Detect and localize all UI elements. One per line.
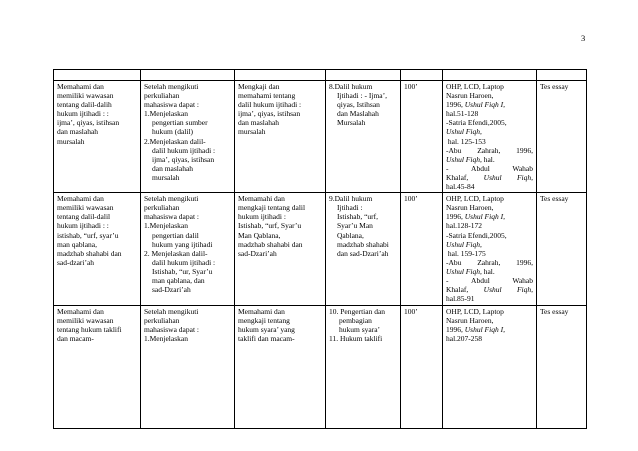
cell-line: 11. Hukum taklifi — [329, 334, 383, 344]
cell-line: dalil hukum ijtihadi : — [152, 257, 216, 267]
cell-line — [446, 267, 533, 276]
cell-line — [446, 91, 533, 100]
header-cell — [443, 70, 537, 81]
line-fragment: Ushul Fiqh I, — [464, 325, 505, 335]
cell-line: 1.Menjelaskan — [144, 221, 188, 231]
line-fragment: hal.207-258 — [446, 334, 483, 344]
assessment-cell: Tes essay — [537, 81, 587, 193]
line-fragment: Nasrun Haroen, — [446, 203, 494, 213]
line-fragment: Ushul Fiqh I, — [464, 212, 505, 222]
assessment-cell: Tes essay — [537, 306, 587, 429]
cell-line — [446, 118, 533, 127]
header-cell — [326, 70, 401, 81]
line-fragment: 1996, — [516, 257, 533, 267]
cell-line: istishab, “urf, syar’u — [57, 230, 119, 240]
line-fragment: Khalaf, — [446, 172, 469, 182]
competency-cell — [54, 81, 141, 193]
learning-activity-cell — [235, 306, 326, 429]
line-fragment: - — [446, 275, 449, 285]
cell-line: madzhab shahabi — [337, 239, 389, 249]
cell-line: Syar’u Man — [337, 221, 373, 231]
cell-line — [446, 249, 533, 258]
cell-line: Memamahi dan — [238, 194, 285, 204]
cell-line: Memahami dan — [57, 82, 104, 91]
line-fragment: Abdul — [471, 275, 490, 285]
line-fragment: 1996, — [446, 325, 465, 335]
cell-line: 1.Menjelaskan — [144, 334, 188, 344]
line-fragment: Fiqh, — [516, 285, 533, 295]
cell-line: Ijtihadi : - Ijma’, — [337, 91, 387, 101]
cell-line: memahami tentang — [238, 91, 296, 101]
cell-line — [446, 334, 533, 343]
cell-line: sad-Dzari’ah — [152, 285, 191, 295]
cell-line: Memahami dan — [57, 307, 104, 317]
header-cell — [141, 70, 235, 81]
syllabus-table — [53, 69, 587, 429]
line-fragment: 1996, — [516, 145, 533, 155]
table-row — [54, 306, 587, 429]
cell-line — [446, 194, 533, 203]
header-cell — [401, 70, 443, 81]
assessment-cell: Tes essay — [537, 193, 587, 306]
line-fragment: Ushul — [483, 285, 502, 295]
header-row — [54, 70, 587, 81]
cell-line — [446, 203, 533, 212]
line-fragment: Khalaf, — [446, 285, 469, 295]
cell-line: Setelah mengikuti — [144, 307, 199, 317]
line-fragment: hal. 159-175 — [446, 248, 486, 258]
cell-line: memiliki wawasan — [57, 316, 114, 326]
material-cell — [326, 81, 401, 193]
cell-line: mahasiswa dapat : — [144, 100, 199, 110]
cell-line: sad-Dzari’ah — [238, 248, 277, 258]
header-cell — [537, 70, 587, 81]
cell-line: perkuliahan — [144, 203, 180, 213]
cell-line — [446, 137, 533, 146]
cell-line: Setelah mengikuti — [144, 194, 199, 204]
cell-line: dalil hukum ijtihadi : — [152, 145, 216, 155]
cell-line: Istishab, “urf, Syar’u — [238, 221, 302, 231]
cell-line: memiliki wawasan — [57, 203, 114, 213]
line-fragment: OHP, LCD, Laptop — [446, 82, 504, 91]
cell-line — [446, 100, 533, 109]
line-fragment: Zahrah, — [477, 145, 501, 155]
line-fragment: Ushul — [483, 172, 502, 182]
cell-line: dan Maslahah — [337, 109, 379, 119]
line-fragment: Abdul — [471, 163, 490, 173]
cell-line: mursalah — [57, 136, 85, 146]
learning-activity-cell — [235, 193, 326, 306]
time-cell: 100’ — [401, 81, 443, 193]
cell-line — [446, 316, 533, 325]
cell-line: taklifi dan macam- — [238, 334, 295, 344]
learning-activity-cell — [235, 81, 326, 193]
header-cell — [54, 70, 141, 81]
cell-line: ijma’, qiyas, istihsan — [57, 118, 120, 128]
cell-line: dan maslahah — [152, 163, 194, 173]
line-fragment: -Satria Efendi,2005, — [446, 230, 507, 240]
cell-line: Mursalah — [337, 118, 366, 128]
cell-line — [446, 276, 533, 285]
cell-line: pembagian — [339, 316, 372, 326]
cell-line: 8.Dalil hukum — [329, 82, 373, 91]
cell-line — [446, 258, 533, 267]
cell-line: hukum ijtihadi : : — [57, 221, 109, 231]
sources-cell — [443, 81, 537, 193]
line-fragment: Nasrun Haroen, — [446, 91, 494, 101]
line-fragment: OHP, LCD, Laptop — [446, 307, 504, 317]
sources-cell — [443, 306, 537, 429]
cell-line — [446, 221, 533, 230]
cell-line — [446, 155, 533, 164]
line-fragment: -Abu — [446, 145, 462, 155]
line-fragment: 1996, — [446, 100, 465, 110]
cell-line: 2.Menjelaskan dalil- — [144, 136, 206, 146]
cell-line: dan sad-Dzari’ah — [337, 248, 389, 258]
cell-line — [446, 127, 533, 136]
line-fragment: Ushul Fiqh, — [446, 239, 482, 249]
cell-line: mursalah — [152, 172, 180, 182]
cell-line: mahasiswa dapat : — [144, 212, 199, 222]
cell-line: hukum (dalil) — [152, 127, 194, 137]
cell-line: dan maslahah — [57, 127, 99, 137]
line-fragment: Ushul Fiqh I, — [464, 100, 505, 110]
cell-line: dalil hukum ijtihadi : — [238, 100, 302, 110]
line-fragment: 1996, — [446, 212, 465, 222]
cell-line — [446, 325, 533, 334]
cell-line: mengkaji tentang — [238, 316, 290, 326]
cell-line: dan maslahah — [238, 118, 280, 128]
cell-line — [446, 173, 533, 182]
cell-line: Ijtihadi : — [337, 203, 363, 213]
cell-line: tentang dalil-dalih — [57, 100, 112, 110]
cell-line: Memahami dan — [238, 307, 285, 317]
cell-line: Qablana, — [337, 230, 364, 240]
cell-line: memiliki wawasan — [57, 91, 114, 101]
cell-line: qiyas, Istihsan — [337, 100, 380, 110]
cell-line — [446, 146, 533, 155]
line-fragment: hal.85-91 — [446, 294, 475, 304]
indicator-cell — [141, 81, 235, 193]
cell-line — [446, 164, 533, 173]
cell-line: mengkaji tentang dalil — [238, 203, 306, 213]
cell-line: 2. Menjelaskan dalil- — [144, 248, 208, 258]
cell-line — [446, 182, 533, 191]
cell-line — [446, 285, 533, 294]
cell-line: ijma’, qiyas, istihsan — [152, 154, 215, 164]
line-fragment: hal. — [481, 154, 495, 164]
line-fragment: Fiqh, — [516, 172, 533, 182]
cell-line: madzhab shahabi dan — [57, 248, 122, 258]
cell-line: perkuliahan — [144, 91, 180, 101]
line-fragment: Ushul Fiqh, — [446, 127, 482, 137]
cell-line — [446, 240, 533, 249]
cell-line: pengertian sumber — [152, 118, 208, 128]
cell-line: perkuliahan — [144, 316, 180, 326]
line-fragment: OHP, LCD, Laptop — [446, 194, 504, 204]
cell-line: tentang dalil-dalil — [57, 212, 111, 222]
line-fragment: hal.51-128 — [446, 109, 479, 119]
table-row — [54, 81, 587, 193]
cell-line: 9.Dalil hukum — [329, 194, 373, 204]
material-cell — [326, 306, 401, 429]
cell-line: mursalah — [238, 127, 266, 137]
cell-line: Istishab, “ur, Syar’u — [152, 266, 213, 276]
indicator-cell — [141, 193, 235, 306]
competency-cell — [54, 193, 141, 306]
time-cell: 100’ — [401, 193, 443, 306]
cell-line — [446, 109, 533, 118]
cell-line: man qablana, dan — [152, 275, 205, 285]
line-fragment: Zahrah, — [477, 257, 501, 267]
cell-line: Mengkaji dan — [238, 82, 280, 91]
material-cell — [326, 193, 401, 306]
cell-line — [446, 82, 533, 91]
cell-line: tentang hukum taklifi — [57, 325, 122, 335]
line-fragment: Wahab — [512, 163, 533, 173]
cell-line — [446, 231, 533, 240]
line-fragment: - — [446, 163, 449, 173]
cell-line — [446, 307, 533, 316]
cell-line: Setelah mengikuti — [144, 82, 199, 91]
line-fragment: hal.128-172 — [446, 221, 483, 231]
sources-cell — [443, 193, 537, 306]
line-fragment: -Satria Efendi,2005, — [446, 118, 507, 128]
time-cell: 100’ — [401, 306, 443, 429]
indicator-cell — [141, 306, 235, 429]
cell-line — [446, 212, 533, 221]
cell-line: 1.Menjelaskan — [144, 109, 188, 119]
cell-line — [446, 294, 533, 303]
cell-line: Man Qablana, — [238, 230, 281, 240]
cell-line: Istishab, “urf, — [337, 212, 379, 222]
cell-line: Memahami dan — [57, 194, 104, 204]
cell-line: madzhab shahabi dan — [238, 239, 303, 249]
cell-line: hukum syara’ — [339, 325, 381, 335]
line-fragment: -Abu — [446, 257, 462, 267]
header-cell — [235, 70, 326, 81]
cell-line: hukum yang ijtihadi — [152, 239, 213, 249]
cell-line: ijma’, qiyas, istihsan — [238, 109, 301, 119]
line-fragment: Wahab — [512, 275, 533, 285]
cell-line: sad-dzari’ah — [57, 257, 95, 267]
line-fragment: Nasrun Haroen, — [446, 316, 494, 326]
line-fragment: Ushul Fiqh, — [446, 266, 482, 276]
line-fragment: Ushul Fiqh, — [446, 154, 482, 164]
line-fragment: hal. — [481, 266, 495, 276]
cell-line: hukum ijtihadi : : — [57, 109, 109, 119]
table-row — [54, 193, 587, 306]
cell-line: dan macam- — [57, 334, 94, 344]
cell-line: 10. Pengertian dan — [329, 307, 386, 317]
cell-line: pengertian dalil — [152, 230, 199, 240]
line-fragment: hal. 125-153 — [446, 136, 486, 146]
page-number: 3 — [581, 33, 586, 43]
cell-line: hukum ijtihadi : — [238, 212, 286, 222]
line-fragment: hal.45-84 — [446, 182, 475, 192]
cell-line: man qablana, — [57, 239, 97, 249]
cell-line: hukum syara’ yang — [238, 325, 295, 335]
cell-line: mahasiswa dapat : — [144, 325, 199, 335]
competency-cell — [54, 306, 141, 429]
